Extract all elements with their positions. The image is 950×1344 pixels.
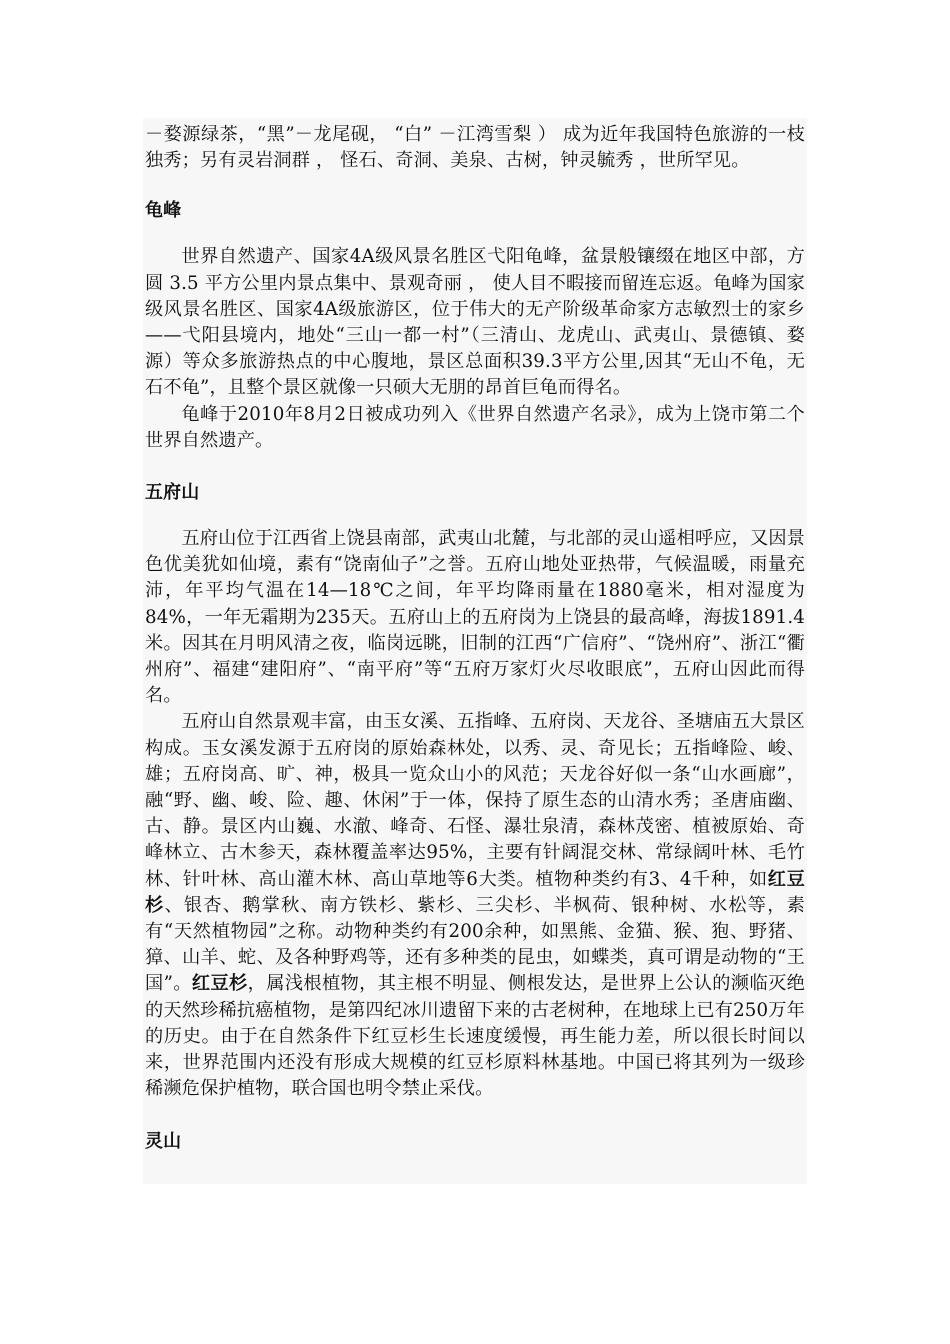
section-heading-lingshan: 灵山 — [145, 1130, 182, 1152]
document-page — [143, 118, 807, 1184]
highlight-hongdoushan-1: 红豆杉 — [145, 868, 805, 916]
intro-paragraph: －婺源绿茶，“黑”－龙尾砚， “白” －江湾雪梨 ） 成为近年我国特色旅游的一枝独秀；另有灵岩洞群 ， 怪石、奇洞、美泉、古树，钟灵毓秀 ，世所罕见。 — [145, 124, 805, 172]
section-heading-wufushan: 五府山 — [145, 482, 200, 504]
section-heading-guifeng: 龟峰 — [145, 200, 182, 222]
guifeng-paragraph-1: 世界自然遗产、国家4A级风景名胜区弋阳龟峰，盆景般镶缀在地区中部，方圆 3.5 平方公里内景点集中、景观奇丽 ， 使人目不暇接而留连忘返。龟峰为国家级风景名胜区、国家4A级旅游区，位于伟大的无产阶级革命家方志敏烈士的家乡——弋阳县境内，地处“三山一都一村”（三清山、龙虎山、武夷山、景德镇、婺源）等众多旅游热点的中心腹地，景区总面积39.3平方公里,因其“无山不龟，无石不龟”，且整个景区就像一只硕大无朋的昂首巨龟而得名。 — [145, 246, 805, 399]
wufushan-text-part-1: 五府山自然景观丰富，由玉女溪、五指峰、五府岗、天龙谷、圣塘庙五大景区构成。玉女溪发源于五府岗的原始森林处，以秀、灵、奇见长；五指峰险、峻、雄；五府岗高、旷、神，极具一览众山小的风范；天龙谷好似一条“山水画廊”，融“野、幽、峻、险、趣、休闲”于一体，保持了原生态的山清水秀；圣唐庙幽、古、静。景区内山巍、水澈、峰奇、石怪、瀑壮泉清，森林茂密、植被原始、奇峰林立、古木参天，森林覆盖率达95%，主要有针阔混交林、常绿阔叶林、毛竹林、针叶林、高山灌木林、高山草地等6大类。植物种类约有3、4千种，如 — [145, 711, 805, 890]
highlight-hongdoushan-2: 红豆杉 — [191, 973, 248, 995]
wufushan-paragraph-1: 五府山位于江西省上饶县南部，武夷山北麓，与北部的灵山遥相呼应，又因景色优美犹如仙境，素有“饶南仙子”之誉。五府山地处亚热带，气候温暖，雨量充沛，年平均气温在14—18℃之间，年平均降雨量在1880毫米，相对湿度为84%，一年无霜期为235天。五府山上的五府岗为上饶县的最高峰，海拔1891.4米。因其在月明风清之夜，临岗远眺，旧制的江西“广信府”、“饶州府”、浙江“衢州府”、福建“建阳府”、“南平府”等“五府万家灯火尽收眼底”，五府山因此而得名。 — [145, 528, 805, 707]
wufushan-text-part-2: 、银杏、鹅掌秋、南方铁杉、紫杉、三尖杉、半枫荷、银种树、水松等，素有“天然植物园”之称。动物种类约有200余种，如黑熊、金猫、猴、狍、野猪、獐、山羊、蛇、及各种野鸡等，还有多种类的昆虫，如蝶类，真可谓是动物的“王国”。 — [145, 894, 806, 995]
guifeng-paragraph-2: 龟峰于2010年8月2日被成功列入《世界自然遗产名录》，成为上饶市第二个世界自然遗产。 — [145, 403, 805, 451]
wufushan-text-part-3: ，属浅根植物，其主根不明显、侧根发达，是世界上公认的濒临灭绝的天然珍稀抗癌植物，是第四纪冰川遗留下来的古老树种，在地球上已有250万年的历史。由于在自然条件下红豆杉生长速度缓慢，再生能力差，所以很长时间以来，世界范围内还没有形成大规模的红豆杉原料林基地。中国已将其列为一级珍稀濒危保护植物，联合国也明令禁止采伐。 — [145, 973, 805, 1100]
document-body — [143, 118, 807, 1155]
wufushan-paragraph-2 — [145, 709, 805, 1102]
